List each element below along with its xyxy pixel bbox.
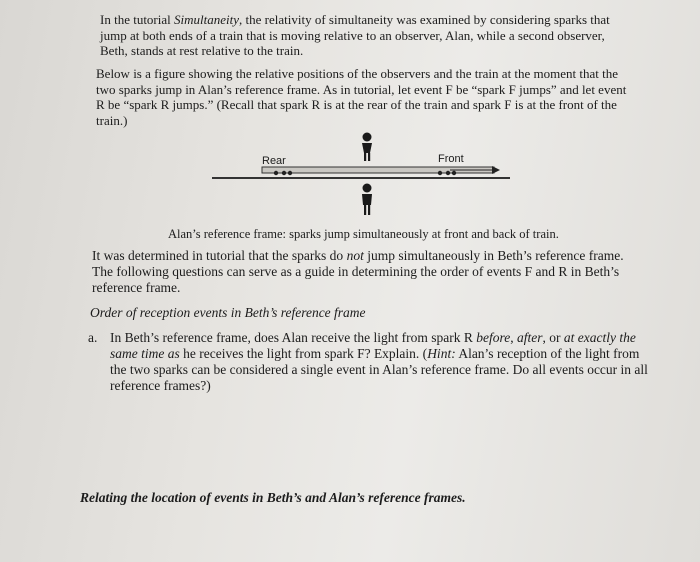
intro-paragraph (100, 12, 630, 59)
front-label: Front (438, 153, 464, 165)
question-a-label: a. (88, 330, 98, 345)
intro-text-2: , the relativity of simultaneity was examined by considering sparks that jump at both ends of a train that is moving relative to an observer, Alan, while a second observer, Beth, stands at rest relative to the train. (100, 12, 610, 58)
not-emphasis: not (346, 248, 364, 263)
qa-hint-label: Hint: (427, 346, 456, 361)
qa-sep-1: , (510, 330, 517, 345)
qa-text-3: Alan’s reception of the light from the two sparks can be considered a single event in Alan’s reference frame. Do all events occur in all reference frames?) (110, 346, 648, 393)
beth-observer-figure (362, 133, 372, 162)
question-a-text (110, 330, 658, 394)
figure-intro-paragraph: Below is a figure showing the relative positions of the observers and the train at the moment that the two sparks jump in Alan’s reference frame. As in tutorial, let event F be “spark F jumps” and let event R be “spark R jumps.” (Recall that spark R is at the rear of the train and spark F is at the front of the train.) (96, 66, 627, 128)
train-shape (262, 167, 494, 175)
qa-text-1: In Beth’s reference frame, does Alan receive the light from spark R (110, 330, 477, 345)
determination-text-1: It was determined in tutorial that the sparks do (92, 248, 347, 263)
alan-observer-figure (362, 184, 372, 216)
train-diagram (200, 128, 520, 228)
qa-before: before (476, 330, 511, 345)
question-a (88, 330, 658, 394)
determination-text-2: jump simultaneously in Beth’s reference frame. The following questions can serve as a guide in determining the order of events F and R in Beth’s reference frame. (92, 248, 624, 295)
qa-exact: at exactly the same time as (110, 330, 636, 361)
determination-paragraph (92, 248, 642, 296)
rear-label: Rear (262, 155, 286, 167)
section-heading-order: Order of reception events in Beth’s reference frame (90, 305, 366, 320)
qa-text-2: he receives the light from spark F? Explain. ( (179, 346, 428, 361)
train-figure (200, 128, 520, 228)
intro-text-1: In the tutorial (100, 12, 175, 27)
qa-after: after (516, 330, 543, 345)
figure-caption: Alan’s reference frame: sparks jump simultaneously at front and back of train. (168, 227, 559, 241)
tutorial-name: Simultaneity (174, 12, 240, 27)
section-heading-location: Relating the location of events in Beth’s and Alan’s reference frames. (80, 490, 466, 505)
qa-sep-2: , or (542, 330, 564, 345)
